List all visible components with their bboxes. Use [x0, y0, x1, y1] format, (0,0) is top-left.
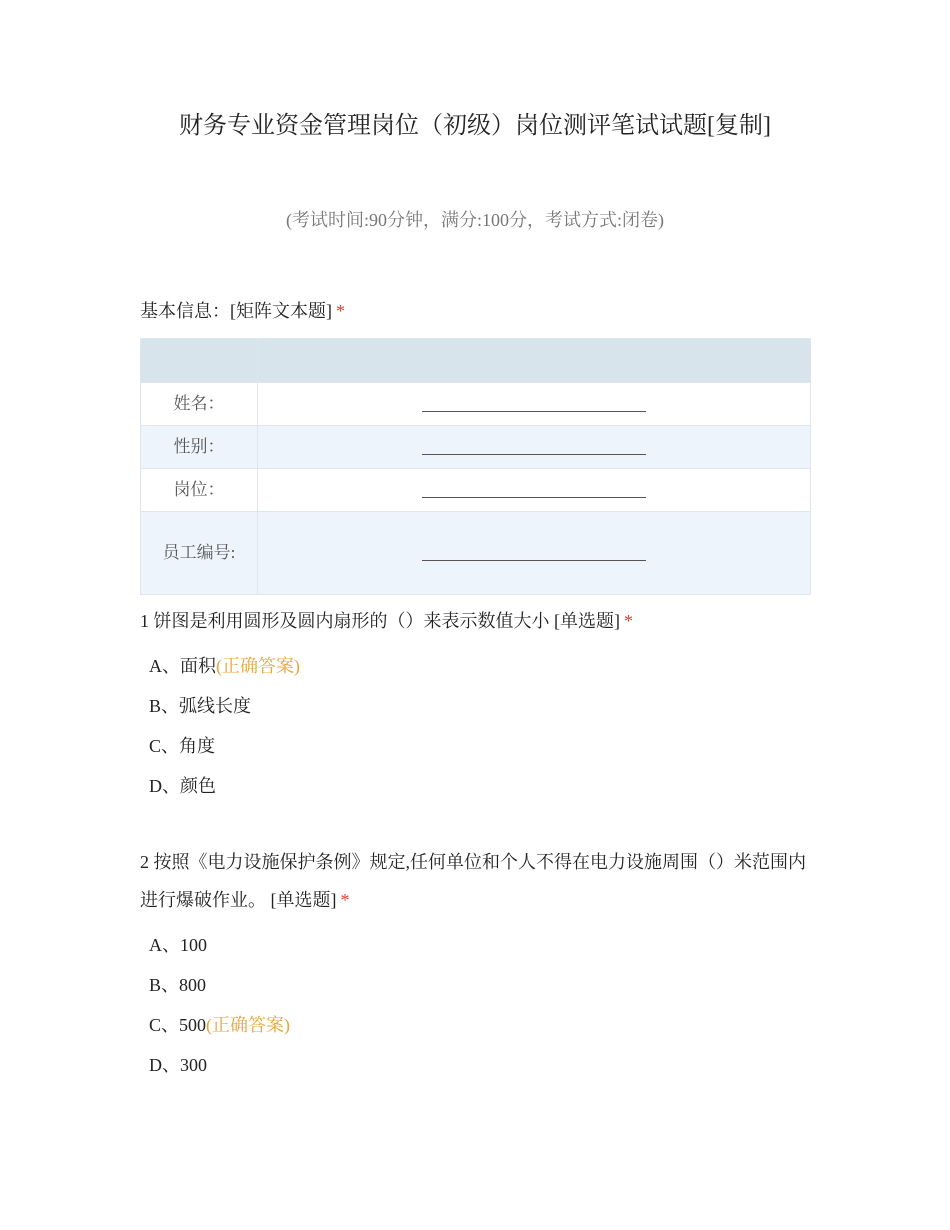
question-1 [140, 602, 812, 806]
table-row [141, 426, 811, 469]
option-c[interactable] [140, 726, 812, 766]
option-b[interactable] [140, 686, 812, 726]
table-row [141, 512, 811, 595]
row-label-position: 岗位： [141, 469, 258, 512]
table-header-cell [141, 339, 258, 383]
gender-blank[interactable] [422, 442, 646, 455]
page-title: 财务专业资金管理岗位（初级）岗位测评笔试试题[复制] [179, 113, 771, 139]
question-text: 2 按照《电力设施保护条例》规定,任何单位和个人不得在电力设施周围（）米范围内进行爆破作业。 [单选题] [140, 852, 806, 910]
table-row [141, 469, 811, 512]
question-2 [140, 843, 812, 1085]
row-label-employee-id: 员工编号: [141, 512, 258, 595]
option-b[interactable] [140, 965, 812, 1005]
option-a[interactable] [140, 646, 812, 686]
table-header-cell [258, 339, 811, 383]
basic-info-table [140, 338, 811, 595]
required-mark: * [340, 890, 350, 910]
table-header-row [141, 339, 811, 383]
position-blank[interactable] [422, 485, 646, 498]
option-text: D、颜色 [149, 776, 216, 796]
option-d[interactable] [140, 1045, 812, 1085]
row-label-gender: 性别： [141, 426, 258, 469]
question-2-options [140, 925, 812, 1085]
option-text: C、500 [149, 1015, 207, 1035]
required-mark: * [336, 301, 345, 321]
option-text: D、300 [149, 1055, 207, 1075]
position-input[interactable] [258, 469, 811, 512]
option-a[interactable] [140, 925, 812, 965]
correct-answer-label: (正确答案) [206, 1015, 291, 1035]
option-text: A、面积 [149, 656, 216, 676]
option-d[interactable] [140, 766, 812, 806]
option-text: A、100 [149, 935, 207, 955]
basic-info-title [140, 292, 812, 330]
option-text: B、弧线长度 [149, 696, 252, 716]
exam-info: (考试时间:90分钟，满分:100分，考试方式:闭卷) [286, 210, 664, 230]
question-text: 1 饼图是利用圆形及圆内扇形的（）来表示数值大小 [单选题] [140, 611, 620, 631]
basic-info-label: 基本信息：[矩阵文本题] [140, 301, 332, 321]
employee-id-input[interactable] [258, 512, 811, 595]
name-input[interactable] [258, 383, 811, 426]
question-1-title [140, 602, 812, 640]
option-text: B、800 [149, 975, 207, 995]
question-2-title [140, 843, 812, 919]
basic-info-section [140, 292, 812, 595]
required-mark: * [624, 611, 633, 631]
row-label-name: 姓名： [141, 383, 258, 426]
name-blank[interactable] [422, 399, 646, 412]
option-text: C、角度 [149, 736, 216, 756]
correct-answer-label: (正确答案) [216, 656, 300, 676]
employee-id-blank[interactable] [422, 548, 646, 561]
gender-input[interactable] [258, 426, 811, 469]
question-1-options [140, 646, 812, 806]
option-c[interactable] [140, 1005, 812, 1045]
table-row [141, 383, 811, 426]
